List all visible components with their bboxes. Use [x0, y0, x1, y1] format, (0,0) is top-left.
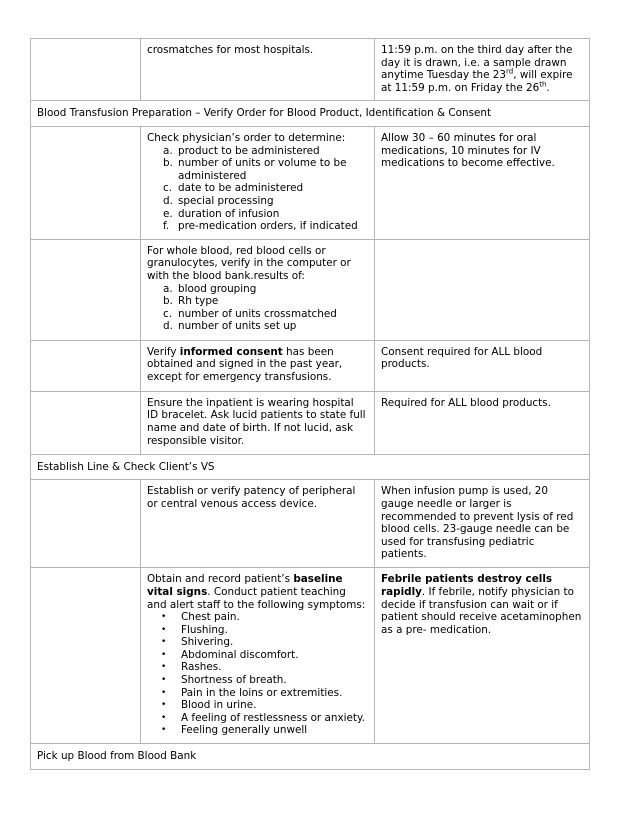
section-header: Pick up Blood from Blood Bank	[31, 744, 590, 770]
symptom-list	[147, 611, 368, 737]
blank-cell	[31, 239, 141, 340]
section-header-row	[31, 101, 590, 127]
step-text: crosmatches for most hospitals.	[147, 44, 314, 56]
list-item: b. number of units or volume to be administered	[163, 157, 347, 182]
step-cell	[141, 39, 375, 101]
step-intro: Check physician’s order to determine:	[147, 131, 346, 144]
bullet-icon: •	[161, 687, 167, 698]
section-header: Establish Line & Check Client’s VS	[31, 454, 590, 480]
list-item: c. number of units crossmatched	[163, 307, 337, 320]
list-item: • Pain in the loins or extremities.	[161, 686, 343, 699]
list-item: • Shortness of breath.	[161, 674, 287, 687]
table-row	[31, 391, 590, 454]
table-row	[31, 568, 590, 744]
bullet-icon: •	[161, 612, 167, 623]
emphasis: Febrile patients destroy cells rapidly	[381, 573, 553, 598]
blank-cell	[31, 568, 141, 744]
table-row	[31, 126, 590, 239]
blank-cell	[31, 126, 141, 239]
bullet-icon: •	[161, 725, 167, 736]
table-row	[31, 239, 590, 340]
blank-cell	[375, 239, 590, 340]
step-list	[147, 145, 368, 233]
bullet-icon: •	[161, 662, 167, 673]
blank-cell	[31, 391, 141, 454]
step-cell	[141, 568, 375, 744]
bullet-icon: •	[161, 700, 167, 711]
step-cell	[141, 126, 375, 239]
list-item: d. number of units set up	[163, 320, 297, 333]
blank-cell	[31, 480, 141, 568]
bullet-icon: •	[161, 624, 167, 635]
list-item: b. Rh type	[163, 295, 219, 308]
bullet-icon: •	[161, 675, 167, 686]
list-item: c. date to be administered	[163, 182, 304, 195]
list-item: • Shivering.	[161, 636, 234, 649]
section-header: Blood Transfusion Preparation – Verify Order for Blood Product, Identification & Consent	[31, 101, 590, 127]
step-cell: Verify informed consent has been obtained and signed in the past year, except for emergency transfusions.	[141, 340, 375, 391]
step-intro: For whole blood, red blood cells or granulocytes, verify in the computer or with the blood bank.results of:	[147, 244, 351, 282]
bullet-icon: •	[161, 712, 167, 723]
step-cell: Establish or verify patency of peripheral or central venous access device.	[141, 480, 375, 568]
note-cell: Required for ALL blood products.	[375, 391, 590, 454]
section-header-row	[31, 744, 590, 770]
list-item: • Flushing.	[161, 623, 228, 636]
list-item: • Chest pain.	[161, 611, 240, 624]
list-item: • A feeling of restlessness or anxiety.	[161, 711, 365, 724]
note-cell	[375, 39, 590, 101]
emphasis: baseline vital signs	[147, 573, 343, 598]
table-row	[31, 340, 590, 391]
emphasis: informed consent	[179, 345, 283, 358]
procedure-table	[30, 38, 590, 770]
table-row	[31, 480, 590, 568]
note-cell: Consent required for ALL blood products.	[375, 340, 590, 391]
list-item: a. blood grouping	[163, 282, 257, 295]
bullet-icon: •	[161, 637, 167, 648]
section-header-row	[31, 454, 590, 480]
list-item: a. product to be administered	[163, 144, 320, 157]
note-text: 11:59 p.m. on the third day after the day it is drawn, i.e. a sample drawn anytime Tuesday the 23rd, will expire at 11:59 p.m. on Friday the 26th.	[381, 44, 573, 94]
bullet-icon: •	[161, 649, 167, 660]
list-item: • Feeling generally unwell	[161, 724, 308, 737]
step-list	[147, 283, 368, 333]
note-cell: Febrile patients destroy cells rapidly. If febrile, notify physician to decide if transfusion can wait or if patient should receive acetaminophen as a pre- medication.	[375, 568, 590, 744]
list-item: • Blood in urine.	[161, 699, 257, 712]
list-item: • Rashes.	[161, 661, 222, 674]
table-row	[31, 39, 590, 101]
list-item: f. pre-medication orders, if indicated	[163, 220, 358, 233]
blank-cell	[31, 340, 141, 391]
note-cell: When infusion pump is used, 20 gauge needle or larger is recommended to prevent lysis of red blood cells. 23-gauge needle can be used for transfusing pediatric patients.	[375, 480, 590, 568]
list-item: d. special processing	[163, 194, 274, 207]
list-item: • Abdominal discomfort.	[161, 648, 299, 661]
step-cell: Ensure the inpatient is wearing hospital ID bracelet. Ask lucid patients to state full name and date of birth. If not lucid, ask responsible visitor.	[141, 391, 375, 454]
note-cell: Allow 30 – 60 minutes for oral medications, 10 minutes for IV medications to become effective.	[375, 126, 590, 239]
step-intro: Obtain and record patient’s baseline vital signs. Conduct patient teaching and alert staff to the following symptoms:	[147, 573, 366, 611]
step-cell	[141, 239, 375, 340]
blank-cell	[31, 39, 141, 101]
list-item: e. duration of infusion	[163, 207, 280, 220]
